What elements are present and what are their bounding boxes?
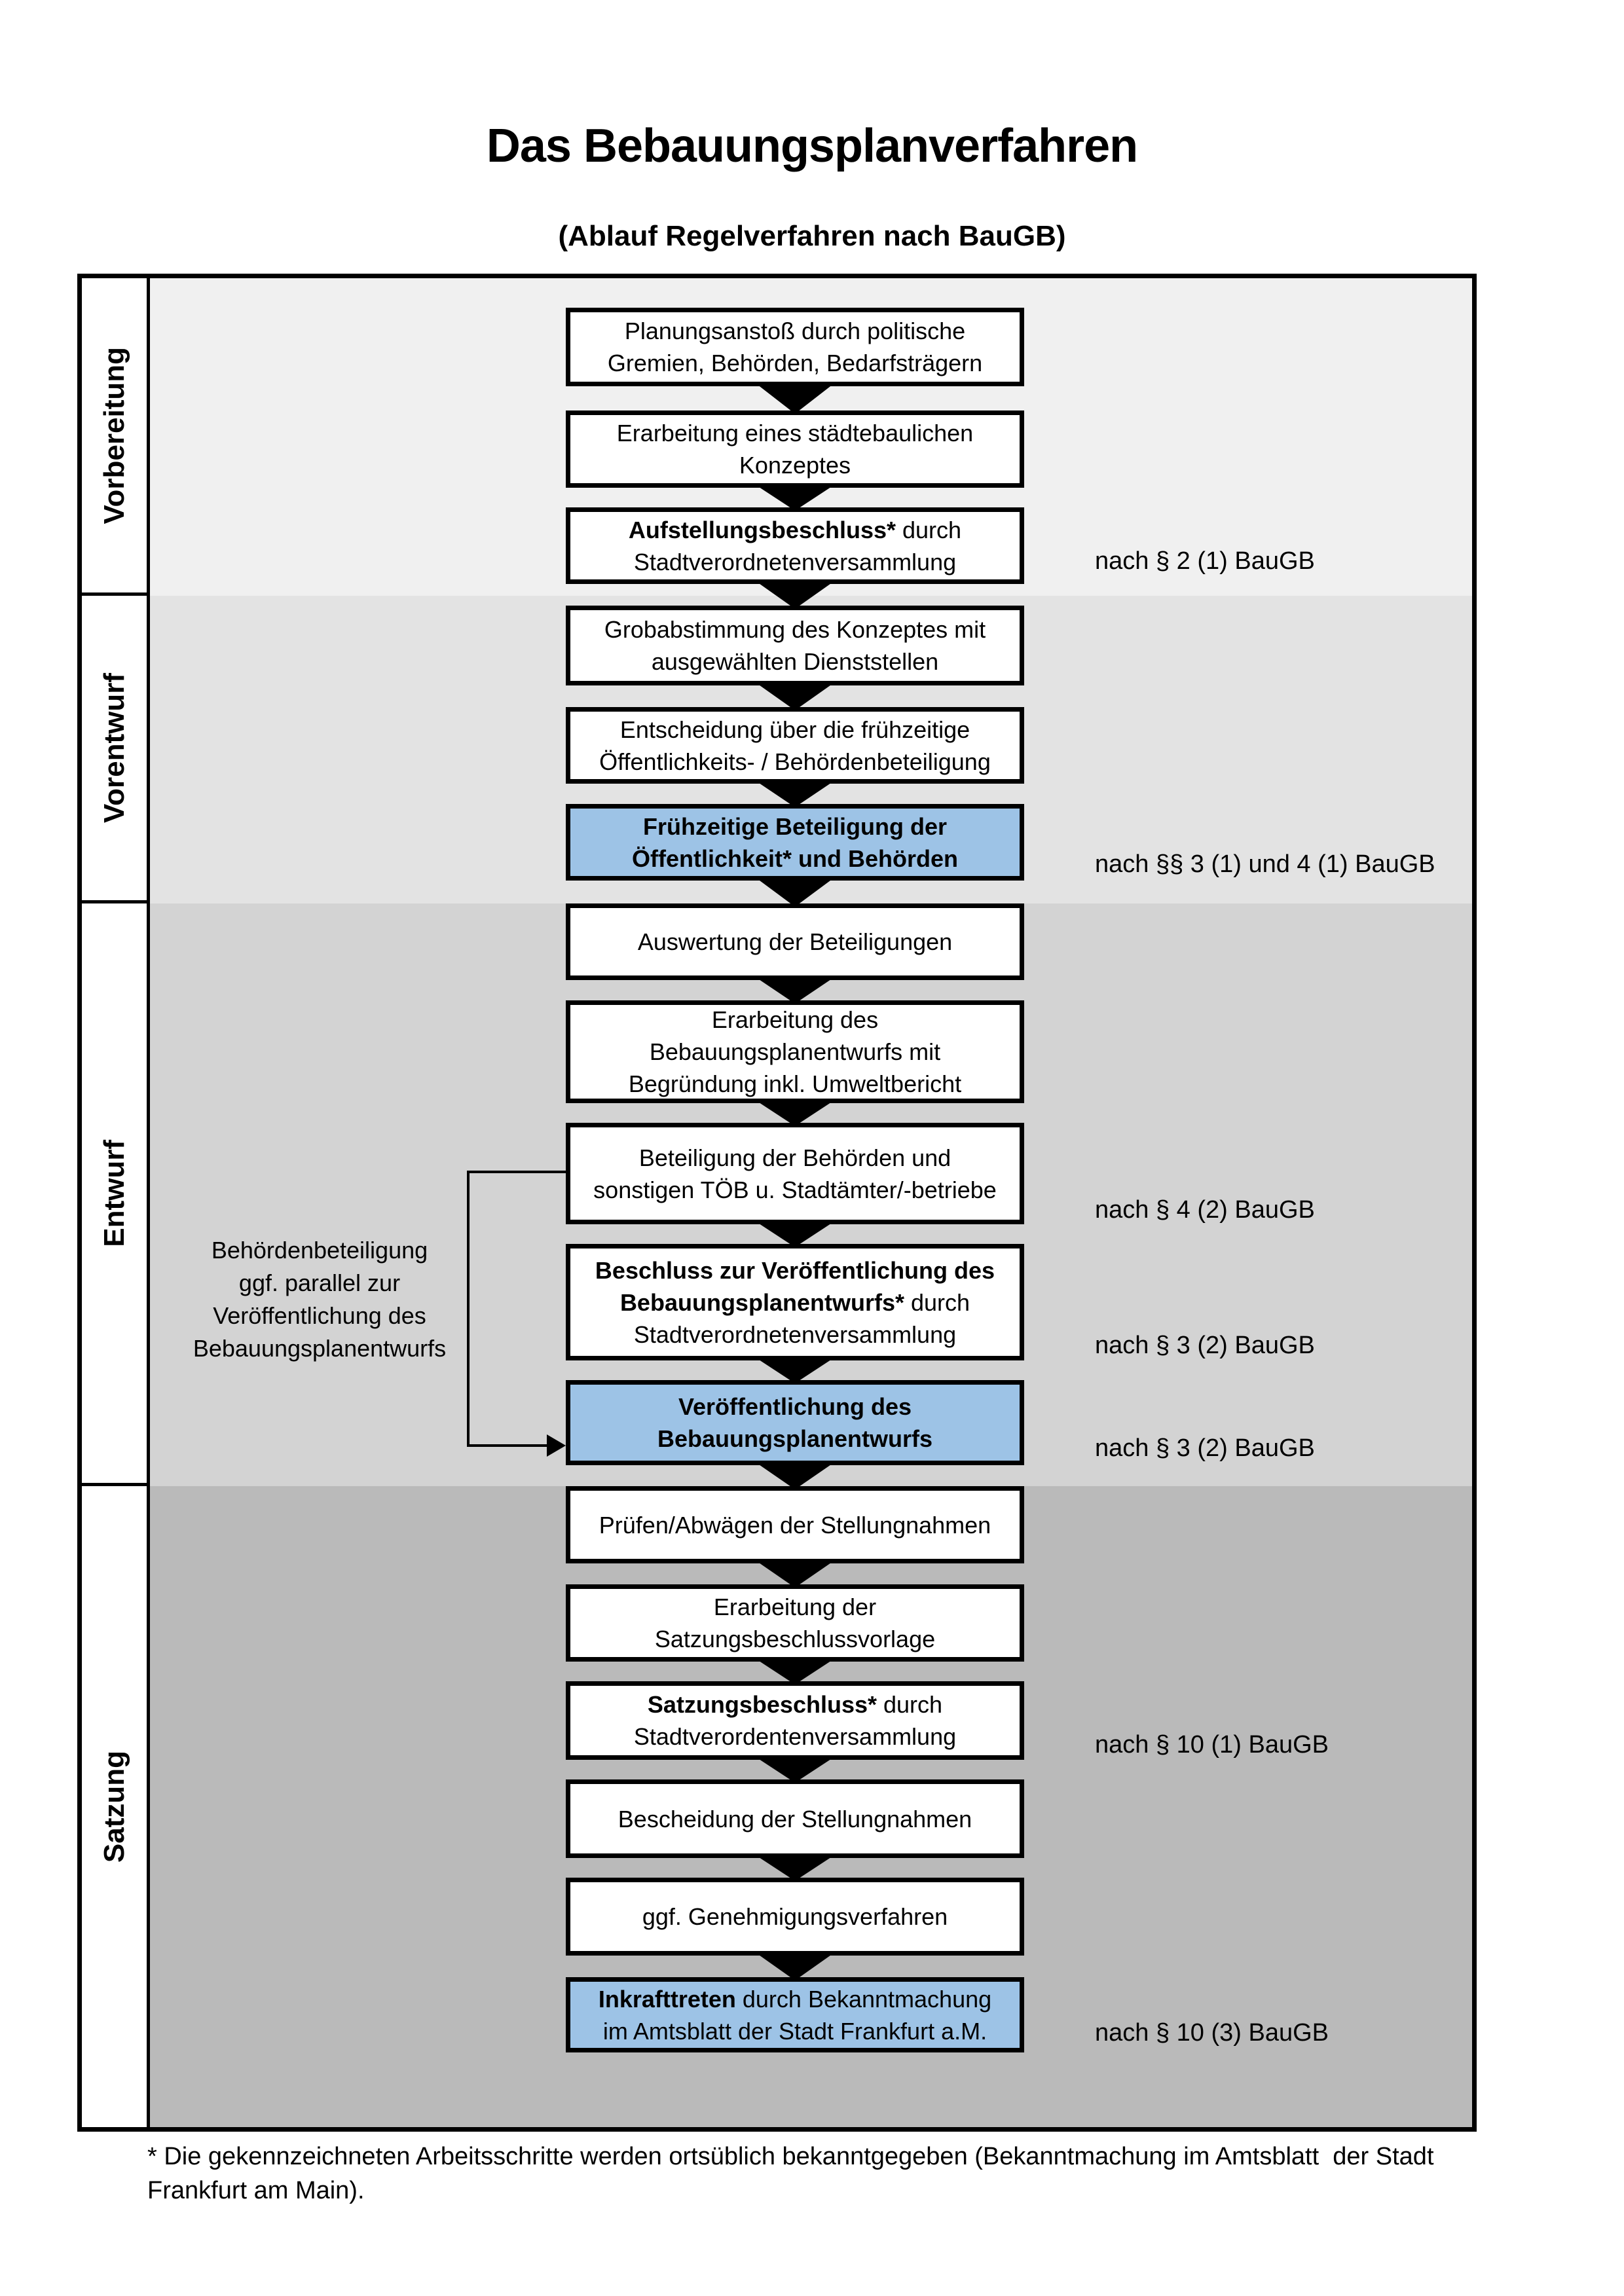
process-step-text (632, 811, 958, 875)
page-title: Das Bebauungsplanverfahren (486, 120, 1138, 172)
step-text-segment: Erarbeitung der Satzungsbeschlussvorlage (654, 1594, 936, 1652)
process-step-text (608, 315, 982, 379)
legal-reference-7: nach § 10 (3) BauGB (1095, 2019, 1329, 2047)
step-text-segment: Prüfen/Abwägen der Stellungnahmen (599, 1511, 991, 1539)
process-step-text (634, 1688, 956, 1753)
process-step-text (657, 1391, 932, 1455)
phase-label-satzung: Satzung (98, 1750, 130, 1863)
process-step-text (655, 1591, 935, 1655)
sidebar-cell-vorentwurf (82, 596, 150, 903)
step-text-segment: Veröffentlichung des Bebauungsplanentwurfs (657, 1393, 933, 1452)
step-text-segment: Erarbeitung des Bebauungsplanentwurfs mit Begründung inkl. Umweltbericht (628, 1006, 962, 1097)
process-step-4 (566, 606, 1024, 685)
step-text-segment: durch Stadtverordentenversammlung (633, 1691, 957, 1750)
step-text-segment: Grobabstimmung des Konzeptes mit ausgewählten Dienststellen (604, 616, 986, 675)
process-step-8 (566, 1000, 1024, 1103)
process-step-13 (566, 1584, 1024, 1662)
step-text-segment: durch Stadtverordnetenversammlung (633, 1288, 970, 1348)
process-step-text (604, 613, 986, 678)
arrow-down-icon (757, 582, 833, 609)
step-text-segment: Satzungsbeschluss* (647, 1691, 877, 1718)
flowchart-frame (77, 274, 1477, 2132)
process-step-text (629, 1004, 961, 1100)
legal-reference-2: nach §§ 3 (1) und 4 (1) BauGB (1095, 850, 1435, 878)
legal-reference-3: nach § 4 (2) BauGB (1095, 1196, 1315, 1224)
process-step-10 (566, 1244, 1024, 1360)
process-step-1 (566, 308, 1024, 386)
step-text-segment: Bescheidung der Stellungnahmen (618, 1805, 972, 1832)
process-step-text (593, 1142, 997, 1206)
phase-label-vorentwurf: Vorentwurf (98, 673, 130, 823)
process-step-12 (566, 1486, 1024, 1563)
step-text-segment: Erarbeitung eines städtebaulichen Konzeptes (616, 420, 974, 479)
process-step-11 (566, 1380, 1024, 1465)
legal-reference-4: nach § 3 (2) BauGB (1095, 1332, 1315, 1359)
process-step-3 (566, 507, 1024, 584)
process-step-14 (566, 1681, 1024, 1760)
process-step-6 (566, 804, 1024, 881)
arrow-down-icon (757, 683, 833, 710)
process-step-15 (566, 1779, 1024, 1858)
flowchart-canvas (82, 278, 1472, 2127)
connector-vertical-segment (467, 1171, 470, 1447)
step-text-segment: Planungsanstoß durch politische Gremien, Behörden, Bedarfsträgern (607, 318, 983, 376)
sidebar-cell-satzung (82, 1486, 150, 2127)
step-text-segment: Auswertung der Beteiligungen (637, 928, 953, 955)
connector-arrowhead-icon (547, 1434, 566, 1457)
step-text-segment: ggf. Genehmigungsverfahren (642, 1903, 948, 1930)
step-text-segment: durch Bekanntmachung im Amtsblatt der Stadt Frankfurt a.M. (602, 1985, 992, 2045)
side-note-parallel-procedure: Behördenbeteiligung ggf. parallel zur Veröffentlichung des Bebauungsplanentwurfs (193, 1237, 447, 1362)
process-step-16 (566, 1878, 1024, 1956)
step-text-segment: Beschluss zur Veröffentlichung des Bebauungsplanentwurfs* (595, 1256, 995, 1316)
process-step-2 (566, 410, 1024, 488)
process-step-5 (566, 707, 1024, 784)
arrow-down-icon (757, 1463, 833, 1489)
legal-reference-6: nach § 10 (1) BauGB (1095, 1731, 1329, 1758)
process-step-9 (566, 1123, 1024, 1224)
step-text-segment: Frühzeitige Beteiligung der Öffentlichkeit* und Behörden (631, 812, 959, 872)
connector-bottom-segment (467, 1444, 548, 1447)
phase-label-vorbereitung: Vorbereitung (98, 346, 130, 524)
process-step-text (599, 714, 991, 778)
process-step-7 (566, 903, 1024, 980)
step-text-segment: Entscheidung über die frühzeitige Öffentlichkeits- / Behördenbeteiligung (599, 716, 991, 775)
footnote: * Die gekennzeichneten Arbeitsschritte werden ortsüblich bekanntgegeben (Bekanntmachung im Amtsblatt der Stadt Frankfurt am Main). (147, 2143, 1434, 2204)
step-text-segment: Inkrafttreten (598, 1985, 736, 2013)
step-text-segment: Aufstellungsbeschluss* (628, 516, 896, 543)
process-step-text (618, 1803, 972, 1835)
sidebar-cell-vorbereitung (82, 278, 150, 596)
arrow-down-icon (757, 1561, 833, 1588)
process-step-text (638, 926, 952, 958)
arrow-down-icon (757, 879, 833, 907)
sidebar-cell-entwurf (82, 903, 150, 1486)
process-step-text (617, 417, 973, 481)
page-subtitle: (Ablauf Regelverfahren nach BauGB) (558, 220, 1066, 252)
process-step-text (629, 514, 961, 578)
process-step-17 (566, 1977, 1024, 2052)
process-step-text (599, 1509, 991, 1541)
step-text-segment: durch Stadtverordnetenversammlung (633, 516, 962, 575)
process-step-text (642, 1901, 948, 1933)
connector-top-segment (467, 1171, 566, 1173)
step-text-segment: Beteiligung der Behörden und sonstigen TÖB u. Stadtämter/-betriebe (593, 1144, 997, 1203)
phase-label-entwurf: Entwurf (98, 1139, 130, 1247)
process-step-text (599, 1983, 991, 2047)
arrow-down-icon (757, 384, 833, 414)
legal-reference-1: nach § 2 (1) BauGB (1095, 547, 1315, 575)
arrow-down-icon (757, 1954, 833, 1980)
legal-reference-5: nach § 3 (2) BauGB (1095, 1434, 1315, 1462)
process-step-text (595, 1254, 995, 1351)
